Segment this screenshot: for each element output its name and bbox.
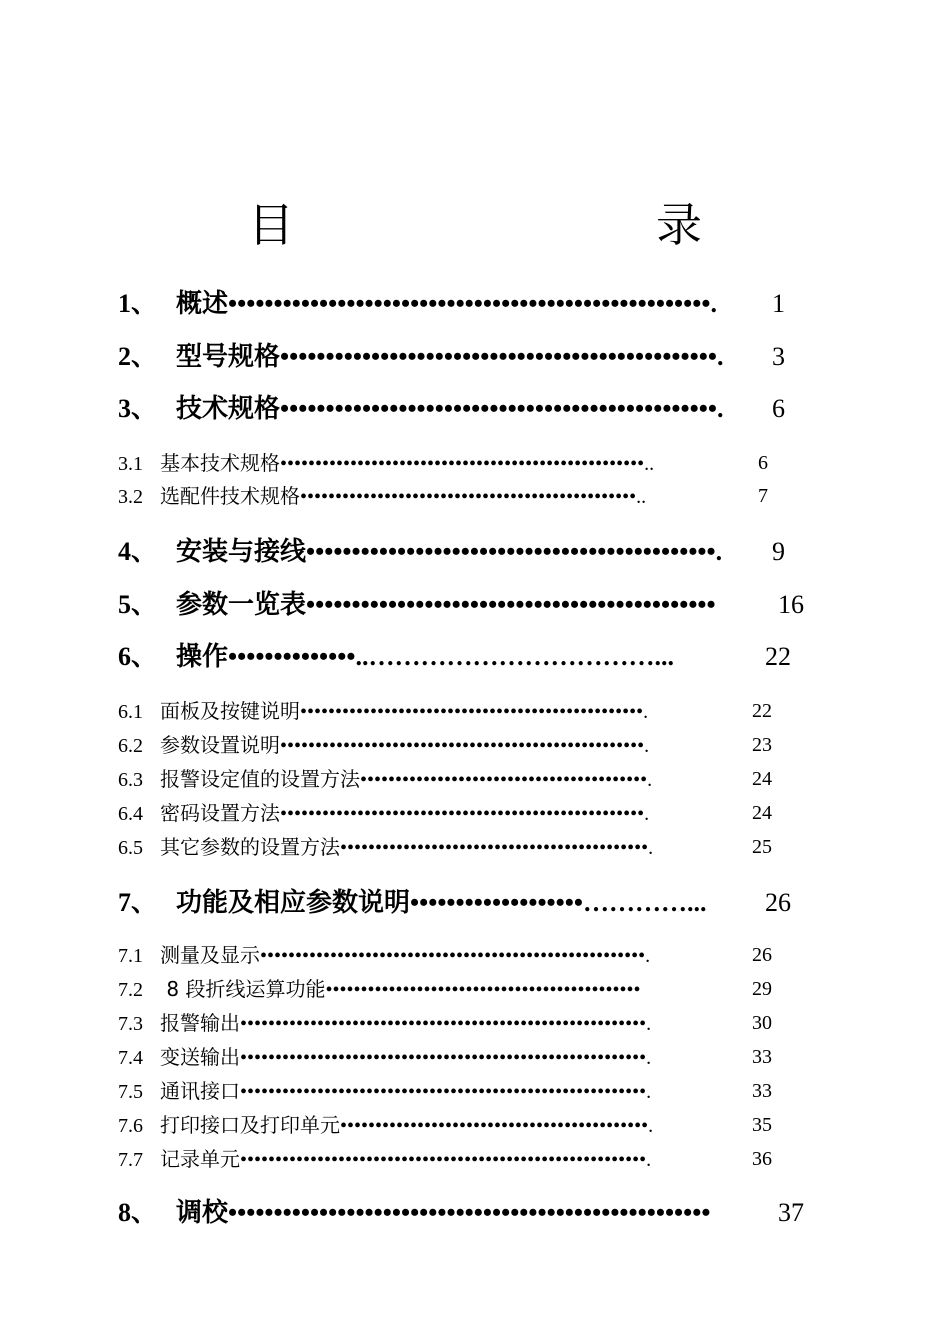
toc-entry-page: 16	[778, 590, 804, 619]
toc-entry[interactable]	[118, 765, 652, 794]
toc-entry-title: 报警输出	[160, 1011, 240, 1035]
toc-entry-page: 26	[765, 888, 791, 917]
toc-entry-number: 6.3	[118, 769, 143, 791]
toc-entry[interactable]	[118, 535, 722, 569]
toc-entry-leader: ••••••••••••••••••••••••••••••••••••••••••••.	[340, 837, 654, 859]
toc-entry[interactable]	[118, 799, 649, 828]
page-title: 目 录	[248, 198, 792, 252]
toc-entry[interactable]	[118, 449, 654, 478]
toc-entry[interactable]	[118, 1145, 651, 1174]
toc-entry-leader: ••••••••••••••••••••••••••••••••••••••••••••••••••••••••••.	[240, 1013, 652, 1035]
toc-entry[interactable]	[118, 1077, 651, 1106]
toc-entry-leader: ••••••••••••••••••••••••••••••••••••••••••••••••.	[280, 394, 724, 423]
toc-entry-page: 24	[752, 802, 772, 824]
toc-entry-title: 型号规格	[176, 342, 281, 372]
toc-entry-title: 技术规格	[176, 394, 281, 424]
toc-entry-number: 6.2	[118, 735, 143, 757]
toc-entry-leader: ••••••••••••••••••••••••••••••••••••••••••••••••••••.	[280, 803, 650, 825]
toc-entry-title: 基本技术规格	[160, 451, 280, 475]
toc-entry-leader: •••••••••••••••••••••••••••••••••••••••••.	[360, 769, 653, 791]
toc-entry-page: 30	[752, 1012, 772, 1034]
toc-entry-leader: ••••••••••••••••••••••••••••••••••••••••••••.	[340, 1115, 654, 1137]
toc-entry[interactable]	[118, 392, 723, 426]
toc-entry-number: 3.1	[118, 453, 143, 475]
toc-entry[interactable]	[118, 886, 706, 920]
toc-entry-title: 测量及显示	[160, 943, 260, 967]
toc-entry[interactable]	[118, 975, 641, 1004]
toc-entry-page: 37	[778, 1198, 804, 1227]
toc-entry[interactable]	[118, 1009, 651, 1038]
toc-entry-page: 22	[752, 700, 772, 722]
toc-entry-title: 密码设置方法	[160, 801, 280, 825]
toc-entry-page: 33	[752, 1046, 772, 1068]
toc-entry-title: 参数一览表	[176, 590, 307, 620]
toc-entry-number: 2、	[118, 342, 158, 371]
toc-entry-number: 6.5	[118, 837, 143, 859]
toc-entry-title: 报警设定值的设置方法	[160, 767, 360, 791]
toc-entry-title: 面板及按键说明	[160, 699, 300, 723]
toc-entry[interactable]	[118, 1043, 651, 1072]
toc-entry-page: 9	[772, 537, 785, 566]
toc-entry-number: 4、	[118, 537, 158, 566]
toc-entry-page: 36	[752, 1148, 772, 1170]
toc-entry-number: 7.6	[118, 1115, 143, 1137]
toc-entry-page: 29	[752, 978, 772, 1000]
toc-entry-title: 功能及相应参数说明	[176, 888, 411, 918]
toc-entry[interactable]	[118, 697, 648, 726]
toc-entry-number: 7.5	[118, 1081, 143, 1103]
toc-entry-leader: ••••••••••••••••••••••••••••••••••••••••••••••••••••.	[280, 735, 650, 757]
toc-entry[interactable]	[118, 340, 723, 374]
toc-entry[interactable]	[118, 287, 717, 321]
toc-entry-page: 7	[758, 485, 768, 507]
toc-entry-title: 操作	[176, 642, 229, 672]
toc-entry-page: 24	[752, 768, 772, 790]
toc-entry-title: 通讯接口	[160, 1079, 240, 1103]
toc-entry-number: 6.1	[118, 701, 143, 723]
toc-entry-leader: •••••••••••••••••••••••••••••••••••••••••••••••••••••.	[228, 289, 717, 318]
toc-entry-page: 3	[772, 342, 785, 371]
toc-entry-page: 23	[752, 734, 772, 756]
toc-entry-number: 5、	[118, 590, 158, 619]
toc-entry[interactable]	[118, 731, 649, 760]
toc-entry-leader: •••••••••••••••••••••••••••••••••••••••••••••	[325, 979, 641, 1001]
toc-entry-number: 3.2	[118, 486, 143, 508]
toc-entry-number: 7.1	[118, 945, 143, 967]
toc-entry-leader: ••••••••••••••••••••••••••••••••••••••••••••••••..	[300, 486, 647, 508]
toc-entry-number: 7.2	[118, 979, 143, 1001]
toc-entry-page: 22	[765, 642, 791, 671]
toc-entry-leader: •••••••••••••••••••••••••••••••••••••••••••••••••••••	[228, 1198, 711, 1227]
toc-entry-number: 8、	[118, 1198, 158, 1227]
toc-entry-title: 选配件技术规格	[160, 484, 300, 508]
toc-entry[interactable]	[118, 482, 646, 511]
toc-entry-page: 6	[758, 452, 768, 474]
toc-entry-leader: •••••••••••••••••••••••••••••••••••••••••••••••••••••••.	[260, 945, 651, 967]
toc-entry-page: 6	[772, 394, 785, 423]
toc-entry-title: 其它参数的设置方法	[160, 835, 340, 859]
toc-entry[interactable]	[118, 941, 650, 970]
toc-entry-title: 调校	[176, 1198, 229, 1228]
toc-entry-leader: ••••••••••••••••••••••••••••••••••••••••••••••••••••..	[280, 453, 655, 475]
toc-entry-title: 8 段折线运算功能	[160, 977, 326, 1001]
toc-entry-leader: •••••••••••••••••••…………...	[410, 888, 707, 917]
toc-entry-leader: ••••••••••••••••••••••••••••••••••••••••••••••••.	[280, 342, 724, 371]
toc-entry-number: 7、	[118, 888, 158, 917]
toc-entry-number: 7.3	[118, 1013, 143, 1035]
toc-entry-leader: ••••••••••••••••••••••••••••••••••••••••••••••••••••••••••.	[240, 1047, 652, 1069]
toc-entry-title: 参数设置说明	[160, 733, 280, 757]
toc-entry-page: 33	[752, 1080, 772, 1102]
toc-entry-page: 1	[772, 289, 785, 318]
toc-entry[interactable]	[118, 640, 674, 674]
toc-entry-number: 7.4	[118, 1047, 143, 1069]
toc-entry-leader: ••••••••••••••..……………………………...	[228, 642, 674, 671]
toc-entry-leader: •••••••••••••••••••••••••••••••••••••••••••••.	[306, 537, 723, 566]
toc-entry-leader: •••••••••••••••••••••••••••••••••••••••••••••	[306, 590, 716, 619]
toc-entry-number: 1、	[118, 289, 158, 318]
toc-entry-number: 3、	[118, 394, 158, 423]
toc-entry-title: 打印接口及打印单元	[160, 1113, 340, 1137]
toc-entry-leader: ••••••••••••••••••••••••••••••••••••••••••••••••••••••••••.	[240, 1149, 652, 1171]
toc-entry-leader: •••••••••••••••••••••••••••••••••••••••••••••••••.	[300, 701, 649, 723]
toc-entry-page: 35	[752, 1114, 772, 1136]
toc-entry-title: 概述	[176, 289, 229, 319]
toc-entry-title: 安装与接线	[176, 537, 307, 567]
toc-entry-number: 6、	[118, 642, 158, 671]
toc-entry[interactable]	[118, 588, 716, 622]
toc-entry-title: 变送输出	[160, 1045, 240, 1069]
toc-entry-number: 6.4	[118, 803, 143, 825]
toc-entry-title: 记录单元	[160, 1147, 240, 1171]
toc-entry[interactable]	[118, 1196, 710, 1230]
toc-entry-page: 26	[752, 944, 772, 966]
toc-entry[interactable]	[118, 833, 653, 862]
toc-entry-leader: ••••••••••••••••••••••••••••••••••••••••••••••••••••••••••.	[240, 1081, 652, 1103]
toc-entry-page: 25	[752, 836, 772, 858]
toc-entry[interactable]	[118, 1111, 653, 1140]
toc-entry-number: 7.7	[118, 1149, 143, 1171]
